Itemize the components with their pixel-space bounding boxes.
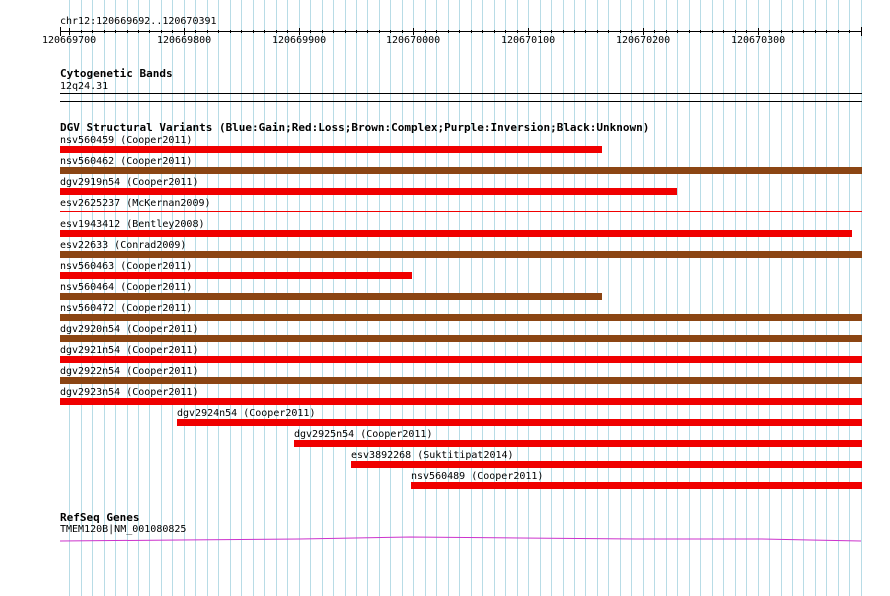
ruler-minor-tick (700, 30, 701, 33)
ruler-tick-label: 120669800 (157, 35, 212, 46)
ruler-minor-tick (92, 30, 93, 33)
ruler-minor-tick (195, 30, 196, 33)
dgv-feature-label[interactable]: esv22633 (Conrad2009) (60, 240, 187, 251)
ruler-minor-tick (826, 30, 827, 33)
ruler-minor-tick (689, 30, 690, 33)
ruler-minor-tick (781, 30, 782, 33)
ruler-minor-tick (574, 30, 575, 33)
ruler-minor-tick (356, 30, 357, 33)
ruler-minor-tick (115, 30, 116, 33)
ruler-minor-tick (367, 30, 368, 33)
ruler-minor-tick (551, 30, 552, 33)
dgv-feature-label[interactable]: nsv560462 (Cooper2011) (60, 156, 193, 167)
ruler-minor-tick (448, 30, 449, 33)
grid-line (769, 0, 770, 596)
ruler-location-label: chr12:120669692..120670391 (60, 16, 217, 27)
ruler-minor-tick (712, 30, 713, 33)
ruler-minor-tick (620, 30, 621, 33)
ruler-minor-tick (861, 30, 862, 33)
ruler-tick-label: 120670200 (616, 35, 671, 46)
ruler-minor-tick (253, 30, 254, 33)
ruler-minor-tick (333, 30, 334, 33)
dgv-feature-bar[interactable] (294, 440, 862, 447)
ruler-minor-tick (792, 30, 793, 33)
dgv-feature-bar[interactable] (60, 272, 412, 279)
ruler-tick-label: 120669900 (272, 35, 327, 46)
ruler-major-tick (643, 28, 644, 35)
grid-line (712, 0, 713, 596)
grid-line (826, 0, 827, 596)
dgv-track-title[interactable]: DGV Structural Variants (Blue:Gain;Red:Loss;Brown:Complex;Purple:Inversion;Black:Unknown) (60, 121, 650, 134)
dgv-feature-bar[interactable] (60, 211, 862, 212)
ruler-major-tick (758, 28, 759, 35)
dgv-feature-label[interactable]: dgv2922n54 (Cooper2011) (60, 366, 199, 377)
grid-line (746, 0, 747, 596)
dgv-feature-label[interactable]: dgv2923n54 (Cooper2011) (60, 387, 199, 398)
ruler-minor-tick (563, 30, 564, 33)
dgv-feature-label[interactable]: nsv560464 (Cooper2011) (60, 282, 193, 293)
dgv-feature-bar[interactable] (60, 398, 862, 405)
ruler-minor-tick (345, 30, 346, 33)
ruler-minor-tick (459, 30, 460, 33)
dgv-feature-bar[interactable] (60, 230, 852, 237)
ruler-minor-tick (746, 30, 747, 33)
ruler-minor-tick (322, 30, 323, 33)
dgv-feature-label[interactable]: esv1943412 (Bentley2008) (60, 219, 205, 230)
ruler-minor-tick (310, 30, 311, 33)
dgv-feature-bar[interactable] (411, 482, 862, 489)
ruler-minor-tick (379, 30, 380, 33)
ruler-tick-label: 120670000 (386, 35, 441, 46)
dgv-feature-bar[interactable] (60, 377, 862, 384)
ruler-tick-label: 120669700 (42, 35, 97, 46)
ruler-major-tick (69, 28, 70, 35)
ruler-minor-tick (517, 30, 518, 33)
ruler-tick-label: 120670300 (731, 35, 786, 46)
dgv-feature-bar[interactable] (60, 356, 862, 363)
ruler-minor-tick (585, 30, 586, 33)
ruler-minor-tick (104, 30, 105, 33)
grid-line (620, 0, 621, 596)
ruler-minor-tick (161, 30, 162, 33)
cytoband-label: 12q24.31 (60, 81, 109, 92)
ruler-minor-tick (436, 30, 437, 33)
ruler-minor-tick (172, 30, 173, 33)
ruler-tick-label: 120670100 (501, 35, 556, 46)
ruler-minor-tick (769, 30, 770, 33)
dgv-feature-bar[interactable] (60, 293, 602, 300)
grid-line (735, 0, 736, 596)
gene-line (60, 537, 861, 541)
dgv-feature-label[interactable]: dgv2925n54 (Cooper2011) (294, 429, 433, 440)
ruler-minor-tick (207, 30, 208, 33)
dgv-feature-label[interactable]: nsv560472 (Cooper2011) (60, 303, 193, 314)
dgv-feature-label[interactable]: esv2625237 (McKernan2009) (60, 198, 211, 209)
grid-line (631, 0, 632, 596)
dgv-feature-label[interactable]: dgv2921n54 (Cooper2011) (60, 345, 199, 356)
ruler-minor-tick (494, 30, 495, 33)
ruler-minor-tick (597, 30, 598, 33)
grid-line (849, 0, 850, 596)
ruler-minor-tick (723, 30, 724, 33)
refseq-gene-model[interactable] (0, 530, 890, 550)
dgv-feature-bar[interactable] (60, 314, 862, 321)
ruler-minor-tick (631, 30, 632, 33)
ruler-minor-tick (390, 30, 391, 33)
ruler-minor-tick (803, 30, 804, 33)
grid-line (643, 0, 644, 596)
ruler-minor-tick (218, 30, 219, 33)
dgv-feature-bar[interactable] (60, 335, 862, 342)
ruler-minor-tick (666, 30, 667, 33)
grid-line (815, 0, 816, 596)
ruler-minor-tick (471, 30, 472, 33)
grid-line (654, 0, 655, 596)
dgv-feature-label[interactable]: nsv560489 (Cooper2011) (411, 471, 544, 482)
cytoband-band-top (60, 93, 862, 94)
grid-line (608, 0, 609, 596)
ruler-minor-tick (276, 30, 277, 33)
ruler-minor-tick (505, 30, 506, 33)
dgv-feature-label[interactable]: esv3892268 (Suktitipat2014) (351, 450, 514, 461)
ruler-minor-tick (230, 30, 231, 33)
grid-line (723, 0, 724, 596)
ruler-minor-tick (264, 30, 265, 33)
dgv-feature-bar[interactable] (60, 251, 862, 258)
ruler-major-tick (299, 28, 300, 35)
ruler-minor-tick (127, 30, 128, 33)
grid-line (781, 0, 782, 596)
ruler-minor-tick (540, 30, 541, 33)
ruler-major-tick (528, 28, 529, 35)
grid-line (689, 0, 690, 596)
dgv-feature-label[interactable]: dgv2920n54 (Cooper2011) (60, 324, 199, 335)
dgv-feature-bar[interactable] (60, 167, 862, 174)
ruler-minor-tick (149, 30, 150, 33)
cytoband-track-title[interactable]: Cytogenetic Bands (60, 67, 173, 80)
ruler-minor-tick (677, 30, 678, 33)
ruler-axis-line (60, 31, 862, 32)
ruler-minor-tick (849, 30, 850, 33)
ruler-minor-tick (482, 30, 483, 33)
ruler-minor-tick (654, 30, 655, 33)
grid-line (803, 0, 804, 596)
dgv-feature-label[interactable]: nsv560463 (Cooper2011) (60, 261, 193, 272)
dgv-feature-bar[interactable] (60, 188, 677, 195)
grid-line (677, 0, 678, 596)
ruler-minor-tick (241, 30, 242, 33)
dgv-feature-bar[interactable] (177, 419, 862, 426)
grid-line (792, 0, 793, 596)
dgv-feature-bar[interactable] (60, 146, 602, 153)
ruler-minor-tick (425, 30, 426, 33)
grid-line (666, 0, 667, 596)
ruler-minor-tick (287, 30, 288, 33)
ruler-minor-tick (138, 30, 139, 33)
ruler-minor-tick (402, 30, 403, 33)
ruler-minor-tick (838, 30, 839, 33)
dgv-feature-label[interactable]: dgv2919n54 (Cooper2011) (60, 177, 199, 188)
ruler-minor-tick (608, 30, 609, 33)
dgv-feature-label[interactable]: nsv560459 (Cooper2011) (60, 135, 193, 146)
ruler-minor-tick (81, 30, 82, 33)
grid-line (861, 0, 862, 596)
ruler-major-tick (413, 28, 414, 35)
ruler-minor-tick (735, 30, 736, 33)
dgv-feature-bar[interactable] (351, 461, 862, 468)
grid-line (758, 0, 759, 596)
dgv-feature-label[interactable]: dgv2924n54 (Cooper2011) (177, 408, 316, 419)
ruler-minor-tick (815, 30, 816, 33)
refseq-track-title[interactable]: RefSeq Genes (60, 511, 140, 524)
refseq-gene-label[interactable]: TMEM120B|NM_001080825 (60, 524, 187, 535)
grid-line (700, 0, 701, 596)
ruler-major-tick (184, 28, 185, 35)
cytoband-band-bottom (60, 101, 862, 102)
grid-line (838, 0, 839, 596)
